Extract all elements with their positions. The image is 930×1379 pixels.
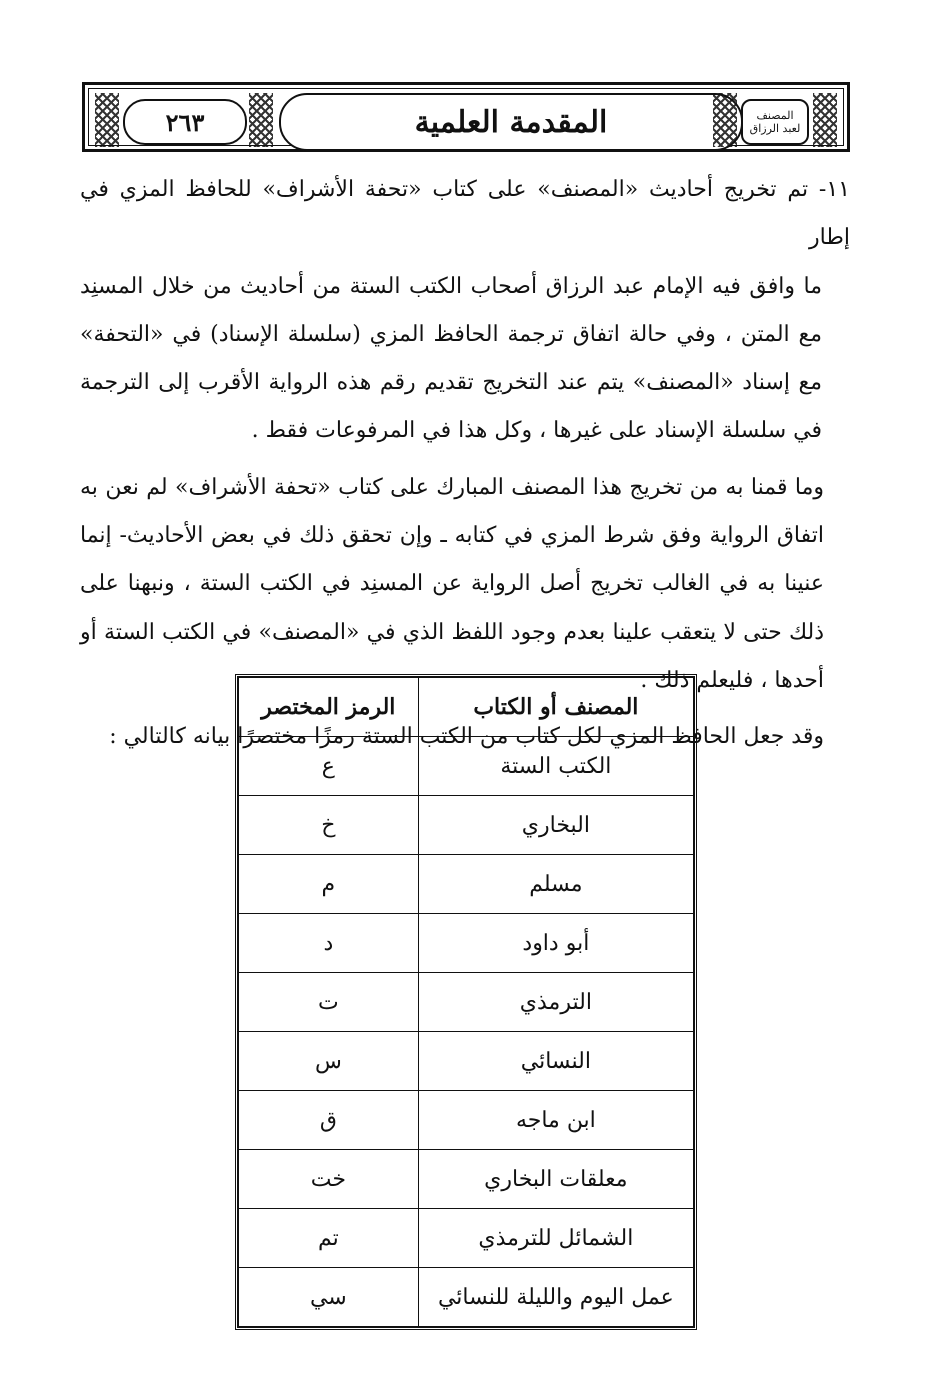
- table-row: [239, 855, 694, 914]
- seal-line-2: لعبد الرزاق: [749, 122, 801, 135]
- book-cell: الشمائل للترمذي: [418, 1209, 693, 1268]
- seal-line-1: المصنف: [756, 109, 794, 122]
- page-header: [82, 82, 850, 152]
- table-row: [239, 1091, 694, 1150]
- table-row: [239, 973, 694, 1032]
- book-cell: الكتب الستة: [418, 737, 693, 796]
- book-cell: ابن ماجه: [418, 1091, 693, 1150]
- body-text: [80, 166, 850, 762]
- table-header-row: [239, 678, 694, 737]
- code-cell: خت: [239, 1150, 419, 1209]
- running-title: المقدمة العلمية: [279, 93, 743, 151]
- table-row: [239, 914, 694, 973]
- code-cell: سي: [239, 1268, 419, 1327]
- ornament-left-inner: [249, 93, 273, 147]
- code-cell: د: [239, 914, 419, 973]
- book-cell: معلقات البخاري: [418, 1150, 693, 1209]
- book-cell: أبو داود: [418, 914, 693, 973]
- code-cell: ع: [239, 737, 419, 796]
- header-inner-frame: [88, 88, 844, 146]
- table-row: [239, 737, 694, 796]
- book-cell: النسائي: [418, 1032, 693, 1091]
- table-row: [239, 1268, 694, 1327]
- book-cell: مسلم: [418, 855, 693, 914]
- page-number: ٢٦٣: [123, 99, 247, 145]
- ornament-right-inner: [713, 93, 737, 147]
- paragraph-takhrij-note: وما قمنا به من تخريج هذا المصنف المبارك على كتاب «تحفة الأشراف» لم نعن به اتفاق الرواية وفق شرط المزي في كتابه ـ وإن تحقق ذلك في بعض الأحاديث- إنما عنينا به في الغالب تخريج أصل الرواية عن المسنِد في الكتب الستة ، ونبهنا على ذلك حتى لا يتعقب علينا بعدم وجود اللفظ الذي في «المصنف» في الكتب الستة أو أحدها ، فليعلم ذلك .: [80, 474, 824, 693]
- code-cell: ق: [239, 1091, 419, 1150]
- book-cell: البخاري: [418, 796, 693, 855]
- ornament-right-outer: [813, 93, 837, 147]
- table-row: [239, 796, 694, 855]
- book-cell: عمل اليوم والليلة للنسائي: [418, 1268, 693, 1327]
- header-code: الرمز المختصر: [239, 678, 419, 737]
- paragraph-11-continuation: ما وافق فيه الإمام عبد الرزاق أصحاب الكتب الستة من أحاديث من خلال المسنِد مع المتن ، وفي حالة اتفاق ترجمة الحافظ المزي (سلسلة الإسناد) في «التحفة» مع إسناد «المصنف» يتم عند التخريج تقديم رقم هذه الرواية الأقرب إلى الترجمة في سلسلة الإسناد على غيرها ، وكل هذا في المرفوعات فقط .: [80, 273, 822, 444]
- code-cell: س: [239, 1032, 419, 1091]
- paragraph-symbols-intro: وقد جعل الحافظ المزي لكل كتاب من الكتب الستة رمزًا مختصرًا بيانه كالتالي :: [109, 724, 824, 750]
- header-book: المصنف أو الكتاب: [418, 678, 693, 737]
- ornament-left-outer: [95, 93, 119, 147]
- code-cell: ت: [239, 973, 419, 1032]
- code-cell: تم: [239, 1209, 419, 1268]
- symbols-table: [235, 674, 697, 1330]
- table-row: [239, 1150, 694, 1209]
- code-cell: خ: [239, 796, 419, 855]
- book-seal: [741, 99, 809, 145]
- book-cell: الترمذي: [418, 973, 693, 1032]
- code-cell: م: [239, 855, 419, 914]
- table-row: [239, 1032, 694, 1091]
- paragraph-11-first-line: ١١- تم تخريج أحاديث «المصنف» على كتاب «تحفة الأشراف» للحافظ المزي في إطار: [80, 177, 850, 251]
- table-row: [239, 1209, 694, 1268]
